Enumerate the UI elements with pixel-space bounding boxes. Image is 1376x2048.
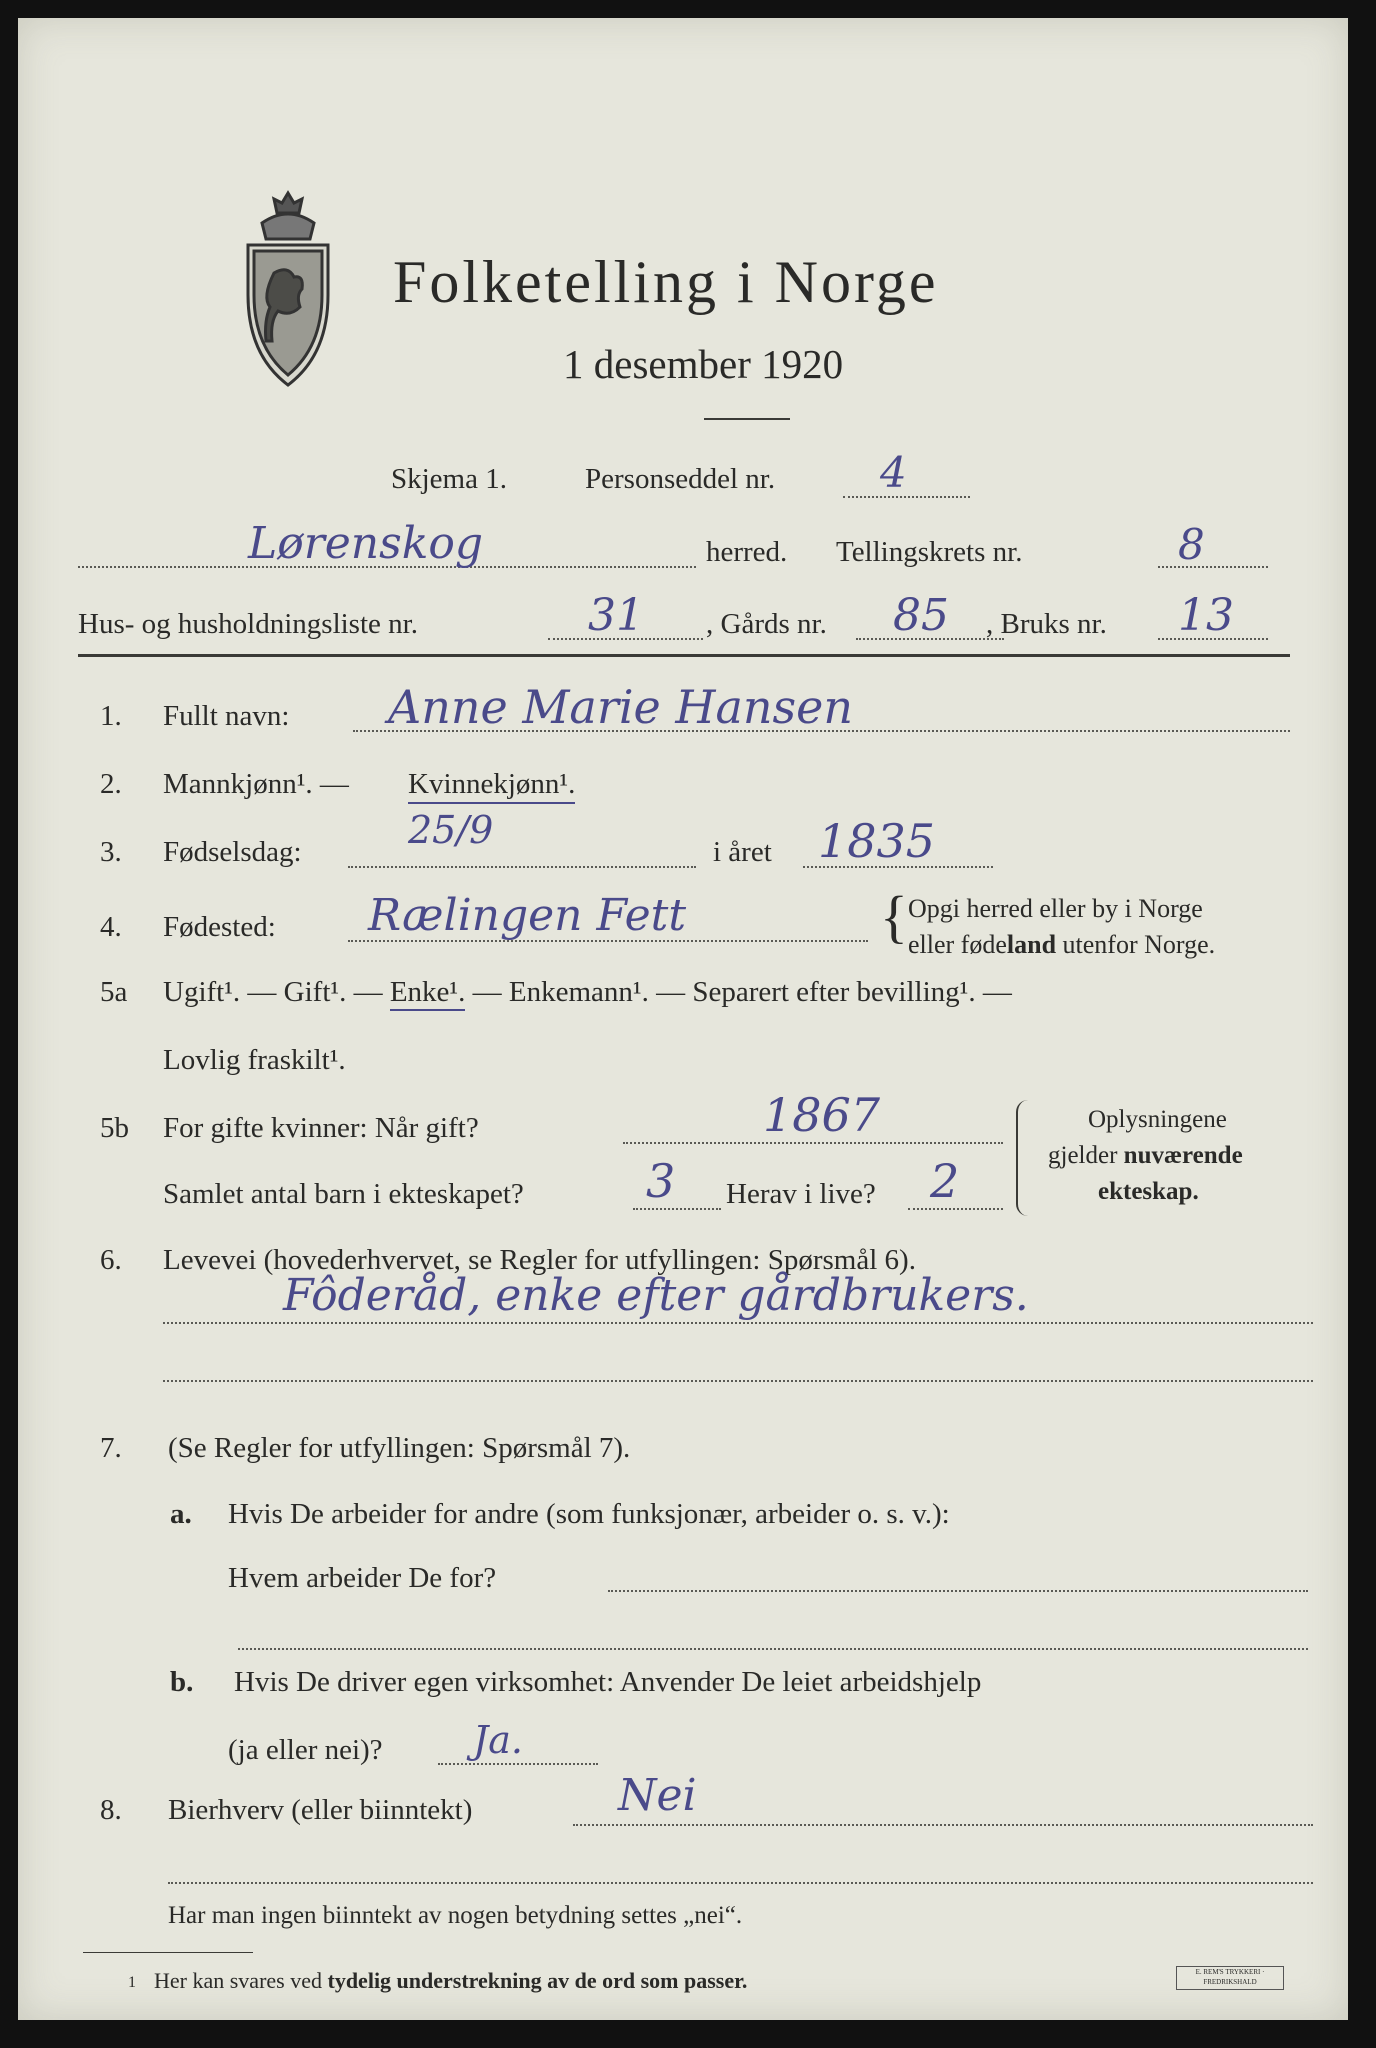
- q5a-options: [163, 976, 1012, 1009]
- q5b-note-2b: nuværende: [1123, 1142, 1243, 1169]
- q5b-live-value: 2: [930, 1154, 960, 1208]
- q4-note-2: [908, 930, 1215, 960]
- q7a-letter: a.: [170, 1498, 192, 1530]
- q5b-barn-line: [633, 1208, 721, 1210]
- q4-brace: {: [880, 884, 908, 949]
- q3-year-value: 1835: [818, 814, 936, 868]
- q1-number: 1.: [100, 700, 122, 732]
- q5b-note-2a: gjelder: [1048, 1142, 1118, 1169]
- q6-line-2: [163, 1380, 1313, 1382]
- q8-label: Bierhverv (eller biinntekt): [168, 1794, 473, 1826]
- q7a-line-2: [238, 1648, 1308, 1650]
- q4-note-2c: utenfor Norge.: [1056, 930, 1216, 959]
- q2-male: Mannkjønn¹. —: [163, 768, 349, 800]
- q7-number: 7.: [100, 1432, 122, 1464]
- bruks-label: , Bruks nr.: [986, 608, 1107, 640]
- q7-label: (Se Regler for utfyllingen: Spørsmål 7).: [168, 1432, 631, 1464]
- q5b-barn-label: Samlet antal barn i ekteskapet?: [163, 1178, 524, 1210]
- q5b-note-2: [1048, 1142, 1243, 1170]
- title-divider: [704, 418, 790, 420]
- q5b-label: For gifte kvinner: Når gift?: [163, 1112, 479, 1144]
- q3-line: [348, 866, 696, 868]
- footnote-mark: 1: [128, 1974, 136, 1991]
- q5a-enke: Enke¹.: [390, 976, 466, 1011]
- q7b-question: (ja eller nei)?: [228, 1734, 383, 1766]
- gards-label: , Gårds nr.: [706, 608, 827, 640]
- q5b-live-line: [908, 1208, 1003, 1210]
- q8-line-1: [573, 1824, 1313, 1826]
- husliste-value: 31: [588, 590, 644, 641]
- footnote-divider: [83, 1952, 253, 1953]
- q5b-gift-line: [623, 1142, 1003, 1144]
- q5a-text1: Ugift¹. — Gift¹. —: [163, 976, 383, 1008]
- q3-number: 3.: [100, 836, 122, 868]
- q7b-line: [438, 1763, 598, 1765]
- q3-value: 25/9: [408, 808, 494, 852]
- q7a-line-1: [608, 1590, 1308, 1592]
- q6-number: 6.: [100, 1244, 122, 1276]
- q5b-note-3: ekteskap.: [1098, 1178, 1199, 1205]
- q8-value: Nei: [618, 1770, 697, 1821]
- q3-label: Fødselsdag:: [163, 836, 302, 868]
- q5b-number: 5b: [100, 1112, 129, 1144]
- q7b-value: Ja.: [473, 1718, 523, 1762]
- q8-number: 8.: [100, 1794, 122, 1826]
- q7b-letter: b.: [170, 1666, 194, 1698]
- bruks-value: 13: [1178, 590, 1234, 641]
- q8-note: Har man ingen biinntekt av nogen betydning settes „nei“.: [168, 1902, 743, 1929]
- q4-note-2b: land: [1006, 930, 1057, 959]
- q6-line-1: [163, 1322, 1313, 1324]
- header-divider: [78, 654, 1290, 657]
- tellingskrets-label: Tellingskrets nr.: [836, 536, 1023, 568]
- form-title: Folketelling i Norge: [393, 249, 939, 315]
- skjema-label: Skjema 1.: [391, 463, 507, 495]
- q5b-gift-value: 1867: [763, 1088, 881, 1142]
- q7a-question: Hvem arbeider De for?: [228, 1562, 497, 1594]
- q1-label: Fullt navn:: [163, 700, 290, 732]
- q5b-barn-value: 3: [646, 1154, 676, 1208]
- q4-note-1: Opgi herred eller by i Norge: [908, 894, 1203, 923]
- footnote-text: [154, 1968, 747, 1994]
- q6-value: Fôderåd, enke efter gårdbrukers.: [283, 1270, 1029, 1321]
- norwegian-coat-of-arms-icon: [228, 183, 348, 393]
- gards-value: 85: [893, 590, 949, 641]
- footnote-text-a: Her kan svares ved: [154, 1968, 328, 1993]
- q4-value: Rælingen Fett: [368, 890, 687, 941]
- tellingskrets-value: 8: [1178, 520, 1205, 569]
- printer-stamp: E. REM'S TRYKKERI · FREDRIKSHALD: [1176, 1966, 1284, 1990]
- q2-female: Kvinnekjønn¹.: [408, 768, 575, 804]
- q5a-number: 5a: [100, 976, 128, 1008]
- q4-number: 4.: [100, 911, 122, 943]
- personseddel-value: 4: [880, 448, 907, 497]
- q7a-text: Hvis De arbeider for andre (som funksjonær, arbeider o. s. v.):: [228, 1498, 950, 1530]
- census-date: 1 desember 1920: [563, 341, 844, 387]
- tellingskrets-line: [1158, 566, 1268, 568]
- q1-value: Anne Marie Hansen: [388, 680, 854, 734]
- q5b-brace: [1016, 1100, 1032, 1216]
- q5a-text2: — Enkemann¹. — Separert efter bevilling¹. —: [472, 976, 1012, 1008]
- husliste-label: Hus- og husholdningsliste nr.: [78, 608, 418, 640]
- q4-label: Fødested:: [163, 911, 276, 943]
- q5a-fraskilt: Lovlig fraskilt¹.: [163, 1044, 346, 1076]
- herred-value: Lørenskog: [248, 518, 484, 569]
- q7b-text: Hvis De driver egen virksomhet: Anvender De leiet arbeidshjelp: [234, 1666, 982, 1698]
- census-form: [18, 18, 1348, 2020]
- personseddel-label: Personseddel nr.: [585, 463, 776, 495]
- q6-label: Levevei (hovederhvervet, se Regler for utfyllingen: Spørsmål 6).: [163, 1244, 916, 1276]
- footnote-text-b: tydelig understrekning av de ord som passer.: [327, 1968, 748, 1993]
- q4-note-2a: eller føde: [908, 930, 1007, 959]
- q5b-live-label: Herav i live?: [726, 1178, 876, 1210]
- q8-line-2: [168, 1882, 1313, 1884]
- q5b-note-1: Oplysningene: [1088, 1106, 1227, 1133]
- q2-number: 2.: [100, 768, 122, 800]
- herred-label: herred.: [706, 536, 788, 568]
- q3-year-label: i året: [713, 836, 772, 868]
